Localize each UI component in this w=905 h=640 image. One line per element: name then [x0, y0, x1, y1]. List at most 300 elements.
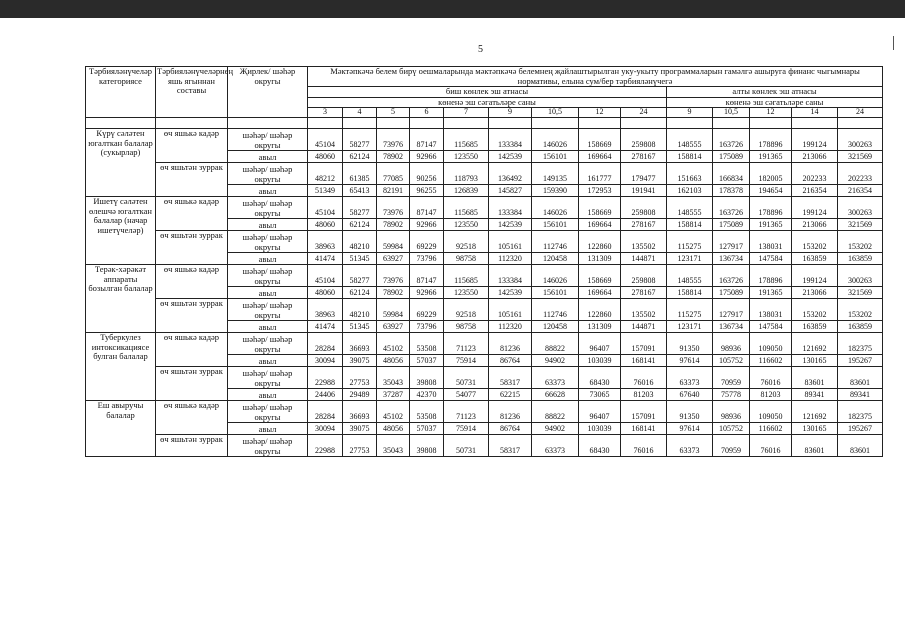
value-cell: 105161 — [489, 231, 532, 253]
value-cell: 50731 — [444, 367, 489, 389]
value-cell: 278167 — [621, 151, 667, 163]
value-cell: 156101 — [532, 219, 579, 231]
value-cell: 22988 — [308, 435, 343, 457]
value-cell: 213066 — [792, 287, 838, 299]
value-cell: 259808 — [621, 265, 667, 287]
hour-col-6d: 14 — [792, 108, 838, 118]
value-cell: 58277 — [343, 197, 377, 219]
value-cell: 76016 — [750, 367, 792, 389]
value-cell: 63373 — [532, 367, 579, 389]
value-cell: 38963 — [308, 231, 343, 253]
value-cell: 87147 — [410, 197, 444, 219]
value-cell: 191365 — [750, 151, 792, 163]
value-cell: 73976 — [377, 265, 410, 287]
value-cell: 81236 — [489, 333, 532, 355]
value-cell: 96255 — [410, 185, 444, 197]
value-cell: 83601 — [792, 435, 838, 457]
value-cell: 87147 — [410, 265, 444, 287]
value-cell: 213066 — [792, 151, 838, 163]
value-cell: 86764 — [489, 423, 532, 435]
location-cell: шәһәр/ шәһәр округы — [228, 367, 308, 389]
value-cell: 92966 — [410, 287, 444, 299]
value-cell: 88822 — [532, 401, 579, 423]
value-cell: 300263 — [838, 197, 883, 219]
value-cell: 29489 — [343, 389, 377, 401]
hour-col-6d: 9 — [667, 108, 713, 118]
scan-edge-mark — [893, 36, 894, 50]
value-cell: 133384 — [489, 129, 532, 151]
value-cell: 57037 — [410, 355, 444, 367]
value-cell: 178896 — [750, 197, 792, 219]
value-cell: 78902 — [377, 219, 410, 231]
category-cell: Ишетү сәләтен өлешчә югалткан балалар (начар ишетүчеләр) — [86, 197, 156, 265]
value-cell: 118793 — [444, 163, 489, 185]
value-cell: 156101 — [532, 287, 579, 299]
value-cell: 88822 — [532, 333, 579, 355]
value-cell: 133384 — [489, 197, 532, 219]
value-cell: 51349 — [308, 185, 343, 197]
value-cell: 65413 — [343, 185, 377, 197]
value-cell: 163726 — [713, 197, 750, 219]
value-cell: 115685 — [444, 265, 489, 287]
value-cell: 135502 — [621, 231, 667, 253]
value-cell: 138031 — [750, 299, 792, 321]
norms-table — [85, 66, 883, 457]
value-cell: 131309 — [579, 321, 621, 333]
value-cell: 120458 — [532, 321, 579, 333]
value-cell: 163859 — [838, 253, 883, 265]
hour-col-6d: 24 — [838, 108, 883, 118]
value-cell: 278167 — [621, 287, 667, 299]
value-cell: 121692 — [792, 333, 838, 355]
value-cell: 175089 — [713, 219, 750, 231]
value-cell: 24406 — [308, 389, 343, 401]
value-cell: 213066 — [792, 219, 838, 231]
value-cell: 147584 — [750, 321, 792, 333]
value-cell: 63927 — [377, 321, 410, 333]
value-cell: 136492 — [489, 163, 532, 185]
value-cell: 127917 — [713, 299, 750, 321]
value-cell: 195267 — [838, 355, 883, 367]
location-cell: шәһәр/ шәһәр округы — [228, 197, 308, 219]
value-cell: 45102 — [377, 401, 410, 423]
location-cell: авыл — [228, 151, 308, 163]
value-cell: 321569 — [838, 287, 883, 299]
age-cell: өч яшькә кадәр — [156, 265, 228, 299]
page-number: 5 — [478, 44, 483, 55]
value-cell: 168141 — [621, 423, 667, 435]
value-cell: 142539 — [489, 151, 532, 163]
value-cell: 199124 — [792, 197, 838, 219]
table-row — [86, 231, 883, 253]
hour-col-5d: 9 — [489, 108, 532, 118]
value-cell: 58317 — [489, 367, 532, 389]
value-cell: 122860 — [579, 299, 621, 321]
location-cell: шәһәр/ шәһәр округы — [228, 265, 308, 287]
hour-col-5d: 24 — [621, 108, 667, 118]
location-cell: авыл — [228, 321, 308, 333]
hour-col-5d: 3 — [308, 108, 343, 118]
hour-col-6d: 10,5 — [713, 108, 750, 118]
value-cell: 69229 — [410, 231, 444, 253]
value-cell: 194654 — [750, 185, 792, 197]
location-cell: шәһәр/ шәһәр округы — [228, 333, 308, 355]
value-cell: 22988 — [308, 367, 343, 389]
age-cell: өч яшьтән зуррак — [156, 163, 228, 197]
value-cell: 73796 — [410, 253, 444, 265]
value-cell: 50731 — [444, 435, 489, 457]
value-cell: 39808 — [410, 435, 444, 457]
value-cell: 123550 — [444, 151, 489, 163]
value-cell: 59984 — [377, 231, 410, 253]
value-cell: 63927 — [377, 253, 410, 265]
value-cell: 73796 — [410, 321, 444, 333]
value-cell: 68430 — [579, 435, 621, 457]
value-cell: 38963 — [308, 299, 343, 321]
value-cell: 168141 — [621, 355, 667, 367]
value-cell: 69229 — [410, 299, 444, 321]
value-cell: 146026 — [532, 129, 579, 151]
value-cell: 202233 — [792, 163, 838, 185]
location-cell: авыл — [228, 355, 308, 367]
location-cell: авыл — [228, 423, 308, 435]
value-cell: 48060 — [308, 151, 343, 163]
value-cell: 182375 — [838, 401, 883, 423]
value-cell: 96407 — [579, 401, 621, 423]
value-cell: 149135 — [532, 163, 579, 185]
location-cell: шәһәр/ шәһәр округы — [228, 231, 308, 253]
header-main-title: Мәктәпкәчә белем бирү оешмаларында мәктәпкәчә белемнең җайлаштырылган уку-укыту программаларын гамәлгә ашыруга финанс чыгымнары нормативы, елына сум/бер тәрбияләнүчегә — [308, 67, 883, 87]
value-cell: 178896 — [750, 129, 792, 151]
value-cell: 103039 — [579, 423, 621, 435]
value-cell: 86764 — [489, 355, 532, 367]
value-cell: 30094 — [308, 355, 343, 367]
value-cell: 321569 — [838, 151, 883, 163]
value-cell: 109050 — [750, 401, 792, 423]
value-cell: 116602 — [750, 423, 792, 435]
value-cell: 97614 — [667, 423, 713, 435]
value-cell: 142539 — [489, 287, 532, 299]
value-cell: 259808 — [621, 197, 667, 219]
value-cell: 48056 — [377, 355, 410, 367]
value-cell: 158669 — [579, 129, 621, 151]
value-cell: 259808 — [621, 129, 667, 151]
hour-col-5d: 7 — [444, 108, 489, 118]
value-cell: 94902 — [532, 423, 579, 435]
table-row — [86, 333, 883, 355]
value-cell: 98936 — [713, 333, 750, 355]
value-cell: 216354 — [838, 185, 883, 197]
value-cell: 78902 — [377, 151, 410, 163]
value-cell: 163726 — [713, 265, 750, 287]
value-cell: 63373 — [667, 367, 713, 389]
value-cell: 105752 — [713, 423, 750, 435]
value-cell: 148555 — [667, 197, 713, 219]
location-cell: авыл — [228, 219, 308, 231]
value-cell: 300263 — [838, 265, 883, 287]
hour-col-5d: 12 — [579, 108, 621, 118]
value-cell: 48056 — [377, 423, 410, 435]
hour-col-5d: 6 — [410, 108, 444, 118]
value-cell: 163726 — [713, 129, 750, 151]
value-cell: 115275 — [667, 299, 713, 321]
value-cell: 105752 — [713, 355, 750, 367]
value-cell: 121692 — [792, 401, 838, 423]
value-cell: 92518 — [444, 231, 489, 253]
value-cell: 28284 — [308, 401, 343, 423]
value-cell: 62124 — [343, 219, 377, 231]
value-cell: 41474 — [308, 321, 343, 333]
value-cell: 144871 — [621, 321, 667, 333]
value-cell: 41474 — [308, 253, 343, 265]
header-location: Җирлек/ шәһәр округы — [228, 67, 308, 118]
value-cell: 62124 — [343, 151, 377, 163]
header-gap-row — [86, 118, 883, 129]
value-cell: 58277 — [343, 129, 377, 151]
value-cell: 58277 — [343, 265, 377, 287]
value-cell: 58317 — [489, 435, 532, 457]
value-cell: 66628 — [532, 389, 579, 401]
value-cell: 75914 — [444, 423, 489, 435]
age-cell: өч яшькә кадәр — [156, 333, 228, 367]
value-cell: 68430 — [579, 367, 621, 389]
value-cell: 182375 — [838, 333, 883, 355]
value-cell: 62215 — [489, 389, 532, 401]
value-cell: 51345 — [343, 253, 377, 265]
table-row — [86, 163, 883, 185]
value-cell: 53508 — [410, 333, 444, 355]
value-cell: 116602 — [750, 355, 792, 367]
value-cell: 127917 — [713, 231, 750, 253]
value-cell: 153202 — [838, 231, 883, 253]
value-cell: 39075 — [343, 355, 377, 367]
value-cell: 78902 — [377, 287, 410, 299]
value-cell: 75778 — [713, 389, 750, 401]
value-cell: 157091 — [621, 401, 667, 423]
value-cell: 76016 — [750, 435, 792, 457]
hour-col-5d: 10,5 — [532, 108, 579, 118]
value-cell: 179477 — [621, 163, 667, 185]
age-cell: өч яшькә кадәр — [156, 129, 228, 163]
value-cell: 92966 — [410, 219, 444, 231]
value-cell: 70959 — [713, 435, 750, 457]
value-cell: 36693 — [343, 333, 377, 355]
value-cell: 35043 — [377, 435, 410, 457]
value-cell: 144871 — [621, 253, 667, 265]
header-hours-label-6: көненә эш сәгатьләре саны — [667, 97, 883, 108]
value-cell: 90256 — [410, 163, 444, 185]
value-cell: 83601 — [792, 367, 838, 389]
value-cell: 158669 — [579, 197, 621, 219]
age-cell: өч яшьтән зуррак — [156, 367, 228, 401]
value-cell: 112320 — [489, 253, 532, 265]
value-cell: 112320 — [489, 321, 532, 333]
value-cell: 82191 — [377, 185, 410, 197]
value-cell: 178896 — [750, 265, 792, 287]
value-cell: 175089 — [713, 151, 750, 163]
location-cell: авыл — [228, 287, 308, 299]
value-cell: 45102 — [377, 333, 410, 355]
value-cell: 59984 — [377, 299, 410, 321]
value-cell: 30094 — [308, 423, 343, 435]
table-row — [86, 197, 883, 219]
value-cell: 77085 — [377, 163, 410, 185]
value-cell: 27753 — [343, 435, 377, 457]
value-cell: 61385 — [343, 163, 377, 185]
value-cell: 57037 — [410, 423, 444, 435]
table-row — [86, 367, 883, 389]
value-cell: 169664 — [579, 287, 621, 299]
scan-top-border — [0, 0, 905, 18]
value-cell: 63373 — [532, 435, 579, 457]
value-cell: 98936 — [713, 401, 750, 423]
value-cell: 300263 — [838, 129, 883, 151]
value-cell: 70959 — [713, 367, 750, 389]
value-cell: 97614 — [667, 355, 713, 367]
value-cell: 136734 — [713, 253, 750, 265]
location-cell: авыл — [228, 253, 308, 265]
value-cell: 158814 — [667, 219, 713, 231]
value-cell: 175089 — [713, 287, 750, 299]
value-cell: 146026 — [532, 197, 579, 219]
value-cell: 45104 — [308, 265, 343, 287]
location-cell: шәһәр/ шәһәр округы — [228, 435, 308, 457]
header-age: Тәрбияләнүчеләрнең яшь ягыннан составы — [156, 67, 228, 118]
value-cell: 53508 — [410, 401, 444, 423]
value-cell: 98758 — [444, 321, 489, 333]
value-cell: 48212 — [308, 163, 343, 185]
value-cell: 162103 — [667, 185, 713, 197]
value-cell: 76016 — [621, 435, 667, 457]
value-cell: 182005 — [750, 163, 792, 185]
value-cell: 123171 — [667, 253, 713, 265]
value-cell: 172953 — [579, 185, 621, 197]
table-row — [86, 299, 883, 321]
header-six-day-week: алты көнлек эш атнасы — [667, 87, 883, 98]
location-cell: шәһәр/ шәһәр округы — [228, 163, 308, 185]
location-cell: авыл — [228, 389, 308, 401]
value-cell: 142539 — [489, 219, 532, 231]
location-cell: шәһәр/ шәһәр округы — [228, 401, 308, 423]
value-cell: 191941 — [621, 185, 667, 197]
value-cell: 48060 — [308, 219, 343, 231]
value-cell: 45104 — [308, 129, 343, 151]
age-cell: өч яшьтән зуррак — [156, 299, 228, 333]
value-cell: 115275 — [667, 231, 713, 253]
value-cell: 126839 — [444, 185, 489, 197]
age-cell: өч яшькә кадәр — [156, 197, 228, 231]
value-cell: 81203 — [750, 389, 792, 401]
value-cell: 123171 — [667, 321, 713, 333]
table-row — [86, 129, 883, 151]
value-cell: 91350 — [667, 401, 713, 423]
value-cell: 178378 — [713, 185, 750, 197]
value-cell: 148555 — [667, 129, 713, 151]
value-cell: 195267 — [838, 423, 883, 435]
value-cell: 45104 — [308, 197, 343, 219]
value-cell: 169664 — [579, 219, 621, 231]
value-cell: 112746 — [532, 299, 579, 321]
value-cell: 163859 — [792, 253, 838, 265]
value-cell: 96407 — [579, 333, 621, 355]
value-cell: 42370 — [410, 389, 444, 401]
header-five-day-week: биш көнлек эш атнасы — [308, 87, 667, 98]
value-cell: 54077 — [444, 389, 489, 401]
value-cell: 153202 — [838, 299, 883, 321]
value-cell: 81236 — [489, 401, 532, 423]
value-cell: 27753 — [343, 367, 377, 389]
header-hours-label-5: көненә эш сәгатьләре саны — [308, 97, 667, 108]
value-cell: 138031 — [750, 231, 792, 253]
category-cell: Күрү сәләтен югалткан балалар (сукырлар) — [86, 129, 156, 197]
value-cell: 28284 — [308, 333, 343, 355]
value-cell: 130165 — [792, 423, 838, 435]
value-cell: 120458 — [532, 253, 579, 265]
value-cell: 92518 — [444, 299, 489, 321]
value-cell: 278167 — [621, 219, 667, 231]
value-cell: 131309 — [579, 253, 621, 265]
age-cell: өч яшькә кадәр — [156, 401, 228, 435]
value-cell: 146026 — [532, 265, 579, 287]
value-cell: 76016 — [621, 367, 667, 389]
category-cell: Еш авыручы балалар — [86, 401, 156, 457]
value-cell: 133384 — [489, 265, 532, 287]
value-cell: 71123 — [444, 401, 489, 423]
value-cell: 123550 — [444, 219, 489, 231]
value-cell: 112746 — [532, 231, 579, 253]
value-cell: 73065 — [579, 389, 621, 401]
value-cell: 89341 — [838, 389, 883, 401]
value-cell: 36693 — [343, 401, 377, 423]
value-cell: 83601 — [838, 435, 883, 457]
value-cell: 48210 — [343, 299, 377, 321]
value-cell: 135502 — [621, 299, 667, 321]
location-cell: шәһәр/ шәһәр округы — [228, 299, 308, 321]
value-cell: 73976 — [377, 197, 410, 219]
value-cell: 48210 — [343, 231, 377, 253]
value-cell: 158814 — [667, 287, 713, 299]
location-cell: авыл — [228, 185, 308, 197]
table-body — [86, 129, 883, 457]
value-cell: 89341 — [792, 389, 838, 401]
value-cell: 157091 — [621, 333, 667, 355]
value-cell: 321569 — [838, 219, 883, 231]
value-cell: 73976 — [377, 129, 410, 151]
value-cell: 115685 — [444, 129, 489, 151]
value-cell: 39075 — [343, 423, 377, 435]
value-cell: 94902 — [532, 355, 579, 367]
value-cell: 147584 — [750, 253, 792, 265]
value-cell: 105161 — [489, 299, 532, 321]
value-cell: 163859 — [838, 321, 883, 333]
age-cell: өч яшьтән зуррак — [156, 231, 228, 265]
value-cell: 92966 — [410, 151, 444, 163]
value-cell: 81203 — [621, 389, 667, 401]
value-cell: 191365 — [750, 287, 792, 299]
value-cell: 67640 — [667, 389, 713, 401]
value-cell: 91350 — [667, 333, 713, 355]
value-cell: 37287 — [377, 389, 410, 401]
value-cell: 161777 — [579, 163, 621, 185]
value-cell: 123550 — [444, 287, 489, 299]
header-category: Тәрбияләнүчеләр категориясе — [86, 67, 156, 118]
value-cell: 166834 — [713, 163, 750, 185]
value-cell: 163859 — [792, 321, 838, 333]
value-cell: 156101 — [532, 151, 579, 163]
value-cell: 62124 — [343, 287, 377, 299]
value-cell: 109050 — [750, 333, 792, 355]
value-cell: 39808 — [410, 367, 444, 389]
